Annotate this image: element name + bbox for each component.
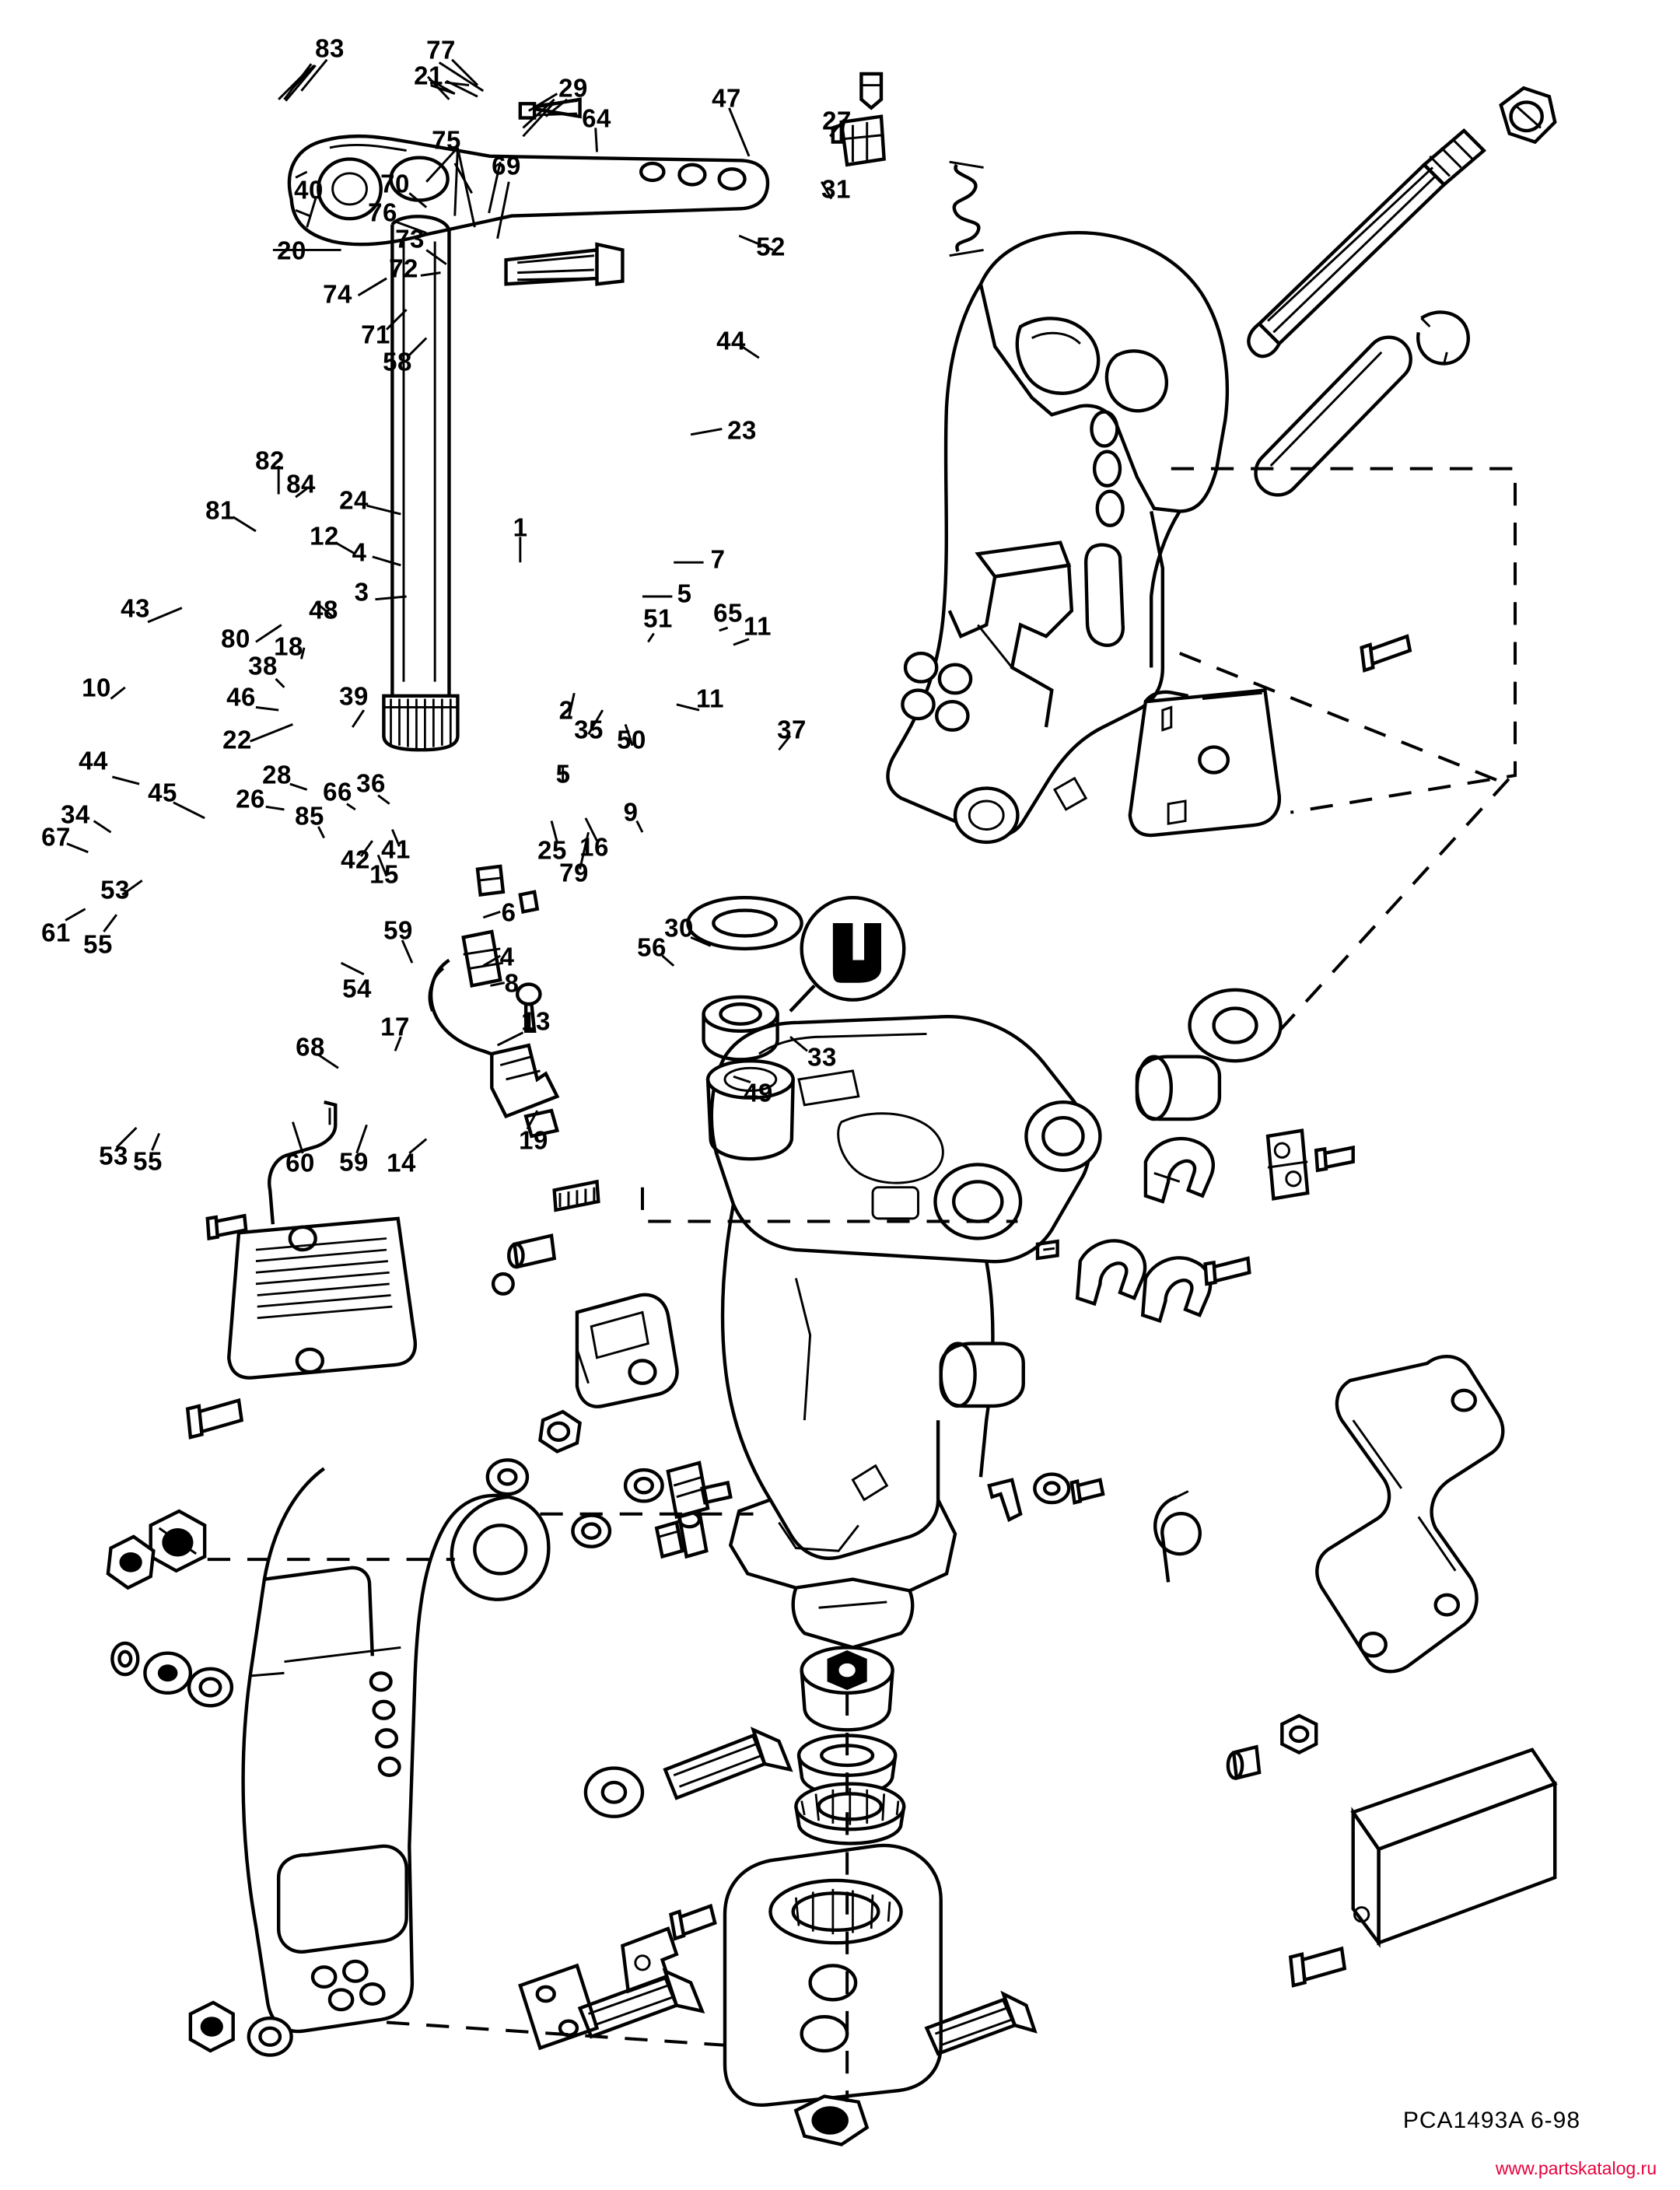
callout-number-59a: 59	[383, 915, 413, 945]
callout-number-39: 39	[339, 681, 369, 711]
part-2-screw	[1038, 1241, 1058, 1258]
part-31-retaining-ring	[1418, 312, 1468, 363]
part-44-screw-lower	[187, 1401, 241, 1437]
part-61-washer	[112, 1643, 138, 1674]
callout-number-46: 46	[226, 682, 256, 712]
part-47-shaft	[1248, 131, 1483, 356]
part-9-spring	[1155, 1492, 1200, 1583]
part-16-washer	[1034, 1475, 1069, 1503]
callout-number-73: 73	[395, 224, 425, 254]
callout-number-18: 18	[274, 631, 303, 661]
callout-number-56: 56	[637, 932, 667, 962]
part-20-swivel-tube	[289, 136, 768, 750]
footer-document-code: PCA1493A 6-98	[1402, 2108, 1580, 2133]
callout-number-38: 38	[248, 651, 278, 680]
part-24-washer	[688, 897, 801, 949]
part-35-clamp	[1077, 1240, 1145, 1303]
part-27-nut	[1501, 88, 1555, 142]
part-85-washer	[572, 1516, 610, 1547]
callout-number-43: 43	[121, 593, 150, 623]
callout-number-64: 64	[582, 103, 611, 133]
callout-number-42: 42	[341, 845, 370, 874]
callout-number-4b: 4	[499, 942, 515, 971]
part-19-bolt	[926, 1994, 1034, 2054]
part-79-screw	[1072, 1480, 1103, 1503]
callout-number-5b: 5	[555, 759, 571, 789]
part-45-stern-bracket	[243, 1468, 549, 2031]
part-42-pin	[656, 1523, 682, 1557]
part-52-shaft	[1256, 338, 1411, 495]
part-37-transom-bracket	[1317, 1356, 1503, 1671]
callout-number-13: 13	[521, 1006, 551, 1036]
part-26-bushing	[488, 1460, 527, 1494]
part-48-switch	[492, 1045, 557, 1136]
callout-number-55b: 55	[133, 1146, 163, 1176]
callout-number-30: 30	[664, 913, 694, 943]
part-84-screw	[520, 892, 537, 912]
watermark-text: www.partskatalog.ru	[1495, 2158, 1657, 2178]
callout-number-9: 9	[623, 797, 639, 827]
part-59-bolt-upper	[665, 1730, 790, 1798]
callout-number-23: 23	[727, 415, 757, 445]
callout-number-80: 80	[221, 624, 250, 653]
part-44-screw-upper	[1362, 636, 1410, 670]
part-29-spring	[950, 162, 984, 256]
callout-number-40: 40	[294, 175, 324, 205]
part-56-screw	[1228, 1747, 1259, 1778]
callout-number-48: 48	[309, 595, 338, 624]
part-6-bearing-housing	[802, 1647, 893, 1730]
callout-number-47: 47	[712, 83, 741, 113]
part-22-grille	[229, 1219, 415, 1378]
part-50-clamp	[1143, 1258, 1210, 1321]
callout-number-49: 49	[744, 1078, 773, 1107]
part-11-screw-a	[1316, 1148, 1353, 1170]
part-7-washer	[1190, 990, 1281, 1061]
callout-number-45: 45	[148, 778, 177, 807]
callout-number-7: 7	[710, 544, 726, 574]
callout-number-8: 8	[504, 968, 520, 998]
callout-number-27: 27	[822, 106, 852, 135]
part-55-washer-lower	[249, 2018, 292, 2055]
part-5-roller-lower	[941, 1344, 1024, 1406]
callout-number-55a: 55	[83, 929, 113, 959]
part-30-nut	[1282, 1716, 1316, 1752]
callout-number-51: 51	[643, 603, 673, 633]
part-28-nut	[540, 1412, 579, 1451]
callout-number-33: 33	[807, 1042, 837, 1072]
part-54-washer	[586, 1768, 642, 1817]
callout-number-44a: 44	[716, 326, 746, 355]
callout-number-41: 41	[381, 834, 411, 864]
callout-number-84: 84	[286, 469, 316, 499]
callout-number-85: 85	[295, 801, 324, 831]
callout-number-35: 35	[574, 715, 604, 744]
part-67-nut	[108, 1537, 153, 1588]
callout-number-77: 77	[426, 35, 456, 65]
callout-number-72: 72	[389, 254, 418, 283]
callout-number-53b: 53	[99, 1141, 128, 1170]
callout-number-21: 21	[414, 61, 443, 90]
callout-number-74: 74	[323, 279, 352, 309]
callout-number-83: 83	[315, 33, 345, 63]
callout-number-11a: 11	[744, 611, 772, 641]
part-66-washer	[625, 1470, 663, 1501]
callout-number-82: 82	[255, 446, 285, 475]
callout-number-15: 15	[369, 859, 399, 889]
callout-number-58: 58	[383, 347, 412, 376]
callout-number-31: 31	[821, 174, 851, 204]
callout-number-24: 24	[339, 485, 369, 515]
callout-number-2: 2	[558, 695, 574, 725]
callout-number-11b: 11	[696, 684, 724, 713]
part-11-screw-b	[1206, 1258, 1250, 1284]
callout-number-19: 19	[519, 1125, 548, 1155]
callout-number-5a: 5	[677, 579, 692, 608]
callout-number-36: 36	[356, 768, 386, 798]
callout-number-79: 79	[559, 858, 589, 887]
callout-number-3: 3	[354, 577, 369, 607]
callout-number-69: 69	[492, 151, 521, 180]
part-23-cover	[1130, 691, 1279, 836]
part-40-bolt	[506, 244, 623, 284]
callout-number-4a: 4	[352, 537, 367, 567]
callout-number-6: 6	[501, 897, 516, 927]
detail-callout-bubble	[790, 897, 904, 1011]
callout-number-52: 52	[756, 232, 786, 261]
callout-number-25: 25	[537, 835, 567, 865]
callout-number-16: 16	[579, 832, 609, 862]
part-38-pin	[509, 1236, 554, 1267]
callout-number-22: 22	[222, 725, 252, 754]
callout-number-65: 65	[713, 598, 743, 628]
part-46-ball	[493, 1274, 513, 1294]
callout-number-71: 71	[361, 320, 390, 349]
callout-number-1: 1	[513, 513, 528, 542]
part-34-nut	[151, 1511, 205, 1571]
callout-number-17: 17	[380, 1012, 410, 1041]
callout-number-50: 50	[617, 725, 646, 754]
callout-number-66: 66	[323, 777, 352, 806]
callout-number-60: 60	[285, 1148, 315, 1177]
callout-number-37: 37	[777, 715, 807, 744]
part-17-screw	[671, 1906, 716, 1939]
callout-number-76: 76	[368, 198, 397, 227]
part-51-clamp	[1146, 1139, 1213, 1202]
callout-number-53a: 53	[100, 875, 130, 904]
part-5-roller-upper	[1137, 1057, 1220, 1119]
callout-number-68: 68	[296, 1032, 325, 1062]
part-14-nut	[796, 2096, 866, 2144]
callout-number-44b: 44	[79, 746, 108, 775]
callout-number-34: 34	[61, 799, 90, 829]
part-33-bar	[1353, 1750, 1555, 1943]
callout-number-29: 29	[558, 73, 588, 103]
callout-number-81: 81	[205, 495, 235, 525]
callout-number-54: 54	[342, 974, 372, 1003]
part-53-washer-lower	[191, 2003, 233, 2051]
callout-number-26: 26	[236, 784, 265, 813]
callout-number-70: 70	[380, 169, 410, 198]
part-13-lower-housing	[725, 1845, 941, 2105]
callout-number-28: 28	[262, 760, 292, 789]
part-18-spring-pin	[555, 1181, 599, 1210]
callout-number-67: 67	[41, 822, 71, 852]
part-39-block	[577, 1295, 677, 1407]
part-1-swivel-bracket	[712, 1016, 1101, 1647]
part-77-grommet	[861, 74, 881, 108]
part-49-screw	[1290, 1949, 1344, 1985]
part-53-washer-upper	[145, 1653, 190, 1693]
callout-number-61: 61	[41, 918, 71, 947]
callout-number-14: 14	[387, 1148, 416, 1177]
part-55-washer-upper	[189, 1669, 232, 1705]
part-65-bracket	[1268, 1131, 1307, 1199]
callout-number-20: 20	[277, 236, 306, 265]
callout-number-59b: 59	[339, 1147, 369, 1177]
callout-number-75: 75	[432, 125, 461, 155]
part-25-clip	[989, 1480, 1020, 1520]
callout-number-12: 12	[310, 521, 339, 551]
part-8-bearing-race	[796, 1784, 904, 1844]
callout-number-10: 10	[82, 673, 111, 702]
